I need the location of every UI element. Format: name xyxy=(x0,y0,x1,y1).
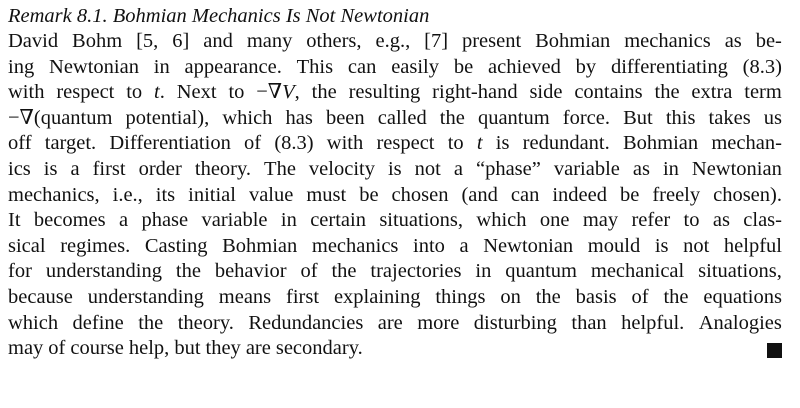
remark-block xyxy=(8,0,782,362)
word: force. xyxy=(562,106,611,129)
word: −∇(quantum xyxy=(8,106,113,129)
word: Newtonian xyxy=(49,55,139,78)
word: It xyxy=(8,209,21,232)
word: Next xyxy=(176,81,217,104)
text-line xyxy=(8,80,782,106)
word: Differentiation xyxy=(109,132,231,155)
word: as xyxy=(712,209,730,232)
word: first xyxy=(92,157,126,180)
word: in xyxy=(475,260,492,283)
word: t xyxy=(476,132,483,155)
word: its xyxy=(155,183,176,206)
word: on xyxy=(500,285,521,308)
word: equations xyxy=(703,285,782,308)
word: Analogies xyxy=(698,311,782,334)
word: The xyxy=(264,157,296,180)
word: extra xyxy=(691,81,733,104)
word: 6] xyxy=(172,30,190,52)
text-line xyxy=(8,234,782,260)
word: of xyxy=(48,337,66,360)
word: of xyxy=(300,260,318,283)
word: potential), xyxy=(125,106,210,129)
word: the xyxy=(311,81,337,104)
word: takes xyxy=(708,106,751,129)
word: mechan- xyxy=(711,132,782,155)
word: David xyxy=(8,30,59,52)
word: define xyxy=(72,311,124,334)
word: in xyxy=(280,209,297,232)
word: i.e., xyxy=(112,183,143,206)
word: mechanics xyxy=(624,30,711,52)
remark-body xyxy=(8,29,782,362)
word: understanding xyxy=(45,260,162,283)
word: because xyxy=(8,285,73,308)
word: Redundancies xyxy=(248,311,364,334)
word: variable xyxy=(201,209,268,232)
word: off xyxy=(8,132,32,155)
word: the xyxy=(535,285,561,308)
word: is xyxy=(43,157,58,180)
text-line xyxy=(8,131,782,157)
word: (and xyxy=(461,183,498,206)
word: as xyxy=(724,30,742,52)
word: regimes. xyxy=(60,234,131,257)
word: chosen xyxy=(391,183,449,206)
word: Newtonian xyxy=(691,157,782,180)
word: the xyxy=(138,311,164,334)
word: a xyxy=(453,157,463,180)
word: easily xyxy=(391,55,440,78)
word: a xyxy=(459,234,469,257)
word: basis xyxy=(575,285,617,308)
word: be xyxy=(359,183,379,206)
word: the xyxy=(331,260,357,283)
word: sical xyxy=(8,234,46,257)
word: disturbing xyxy=(473,311,557,334)
word: mechanics, xyxy=(8,183,100,206)
word: order xyxy=(138,157,182,180)
word: a xyxy=(70,157,80,180)
word: certain xyxy=(310,209,366,232)
word: redundant. xyxy=(522,132,610,155)
word: which xyxy=(8,311,59,334)
qed-square-icon xyxy=(767,343,782,358)
word: are xyxy=(377,311,403,334)
word: variable xyxy=(553,157,620,180)
word: the xyxy=(439,106,465,129)
word: term xyxy=(744,81,782,104)
word: this xyxy=(665,106,696,129)
text-line xyxy=(8,208,782,234)
word: to xyxy=(683,209,700,232)
word: Casting xyxy=(144,234,208,257)
text-line xyxy=(8,259,782,285)
word: more xyxy=(417,311,460,334)
word: trajectories xyxy=(370,260,462,283)
word: into xyxy=(413,234,445,257)
word: quantum xyxy=(477,106,550,129)
word: many xyxy=(246,30,293,52)
word: differentiating xyxy=(610,55,728,78)
word: for xyxy=(8,260,32,283)
text-line xyxy=(8,157,782,183)
word: behavior xyxy=(214,260,287,283)
word: to xyxy=(447,132,464,155)
word: can xyxy=(510,183,540,206)
word: mechanics xyxy=(311,234,399,257)
word: But xyxy=(623,106,653,129)
word: can xyxy=(347,55,377,78)
word: This xyxy=(296,55,334,78)
word: “phase” xyxy=(475,157,541,180)
word: Bohm xyxy=(72,30,123,52)
text-line xyxy=(8,183,782,209)
word: Bohmian xyxy=(222,234,298,257)
word: −∇V, xyxy=(256,81,300,104)
word: means xyxy=(218,285,272,308)
word: situations, xyxy=(698,260,782,283)
word: respect xyxy=(376,132,435,155)
word: not xyxy=(414,157,441,180)
word: Bohmian xyxy=(535,30,611,52)
word: helpful. xyxy=(621,311,685,334)
word: clas- xyxy=(743,209,782,232)
word: help, xyxy=(128,337,170,360)
word: initial xyxy=(188,183,236,206)
word: [7] xyxy=(424,30,449,52)
word: theory. xyxy=(177,311,234,334)
text-line xyxy=(8,336,782,362)
word: secondary. xyxy=(275,337,363,360)
word: as xyxy=(632,157,650,180)
word: us xyxy=(763,106,782,129)
text-line xyxy=(8,29,782,55)
text-line xyxy=(8,55,782,81)
word: been xyxy=(325,106,365,129)
word: ics xyxy=(8,157,31,180)
word: the xyxy=(175,260,201,283)
word: must xyxy=(306,183,347,206)
word: of xyxy=(631,285,649,308)
word: than xyxy=(571,311,607,334)
word: achieved xyxy=(488,55,561,78)
word: mechanical xyxy=(590,260,685,283)
word: of xyxy=(244,132,262,155)
word: [5, xyxy=(136,30,159,52)
text-line xyxy=(8,311,782,337)
word: not xyxy=(683,234,710,257)
word: side xyxy=(529,81,563,104)
word: is xyxy=(654,234,669,257)
word: helpful xyxy=(723,234,782,257)
word: present xyxy=(461,30,522,52)
remark-title: Remark 8.1. Bohmian Mechanics Is Not Newtonian xyxy=(8,5,430,27)
word: may xyxy=(582,209,619,232)
word: called xyxy=(377,106,427,129)
word: indeed xyxy=(552,183,607,206)
word: right-hand xyxy=(432,81,518,104)
word: value xyxy=(248,183,294,206)
word: is xyxy=(387,157,402,180)
word: chosen). xyxy=(713,183,782,206)
word: be- xyxy=(755,30,782,52)
word: be xyxy=(619,183,640,206)
word: they xyxy=(205,337,241,360)
word: e.g., xyxy=(375,30,411,52)
word: phase xyxy=(141,209,189,232)
word: respect xyxy=(56,81,115,104)
word: may xyxy=(8,337,44,360)
word: contains xyxy=(574,81,643,104)
word: course xyxy=(70,337,124,360)
word: one xyxy=(539,209,570,232)
word: is xyxy=(495,132,510,155)
word: freely xyxy=(652,183,701,206)
word: target. xyxy=(44,132,97,155)
word: understanding xyxy=(87,285,204,308)
word: with xyxy=(8,81,45,104)
word: and xyxy=(203,30,233,52)
word: be xyxy=(453,55,474,78)
word: which xyxy=(222,106,273,129)
word: which xyxy=(476,209,527,232)
word: refer xyxy=(631,209,671,232)
word: (8.3) xyxy=(742,55,782,78)
word: are xyxy=(245,337,271,360)
word: to xyxy=(126,81,143,104)
word: by xyxy=(575,55,597,78)
word: with xyxy=(326,132,364,155)
word: a xyxy=(118,209,129,232)
word: in xyxy=(153,55,170,78)
word: has xyxy=(285,106,313,129)
word: mould xyxy=(587,234,641,257)
word: appearance. xyxy=(184,55,282,78)
word: velocity xyxy=(308,157,375,180)
word: things xyxy=(435,285,486,308)
word: quantum xyxy=(505,260,577,283)
text-line xyxy=(8,106,782,132)
text-line xyxy=(8,285,782,311)
word: the xyxy=(663,285,689,308)
word: resulting xyxy=(348,81,421,104)
word: theory. xyxy=(194,157,252,180)
word: others, xyxy=(306,30,362,52)
word: Newtonian xyxy=(483,234,574,257)
word: t. xyxy=(154,81,165,104)
word: (8.3) xyxy=(274,132,314,155)
word: becomes xyxy=(33,209,106,232)
word: ing xyxy=(8,55,35,78)
word: first xyxy=(286,285,320,308)
word: the xyxy=(654,81,680,104)
word: explaining xyxy=(333,285,421,308)
word: situations, xyxy=(379,209,464,232)
word: Bohmian xyxy=(622,132,699,155)
word: to xyxy=(228,81,245,104)
word: but xyxy=(174,337,201,360)
word: in xyxy=(662,157,679,180)
